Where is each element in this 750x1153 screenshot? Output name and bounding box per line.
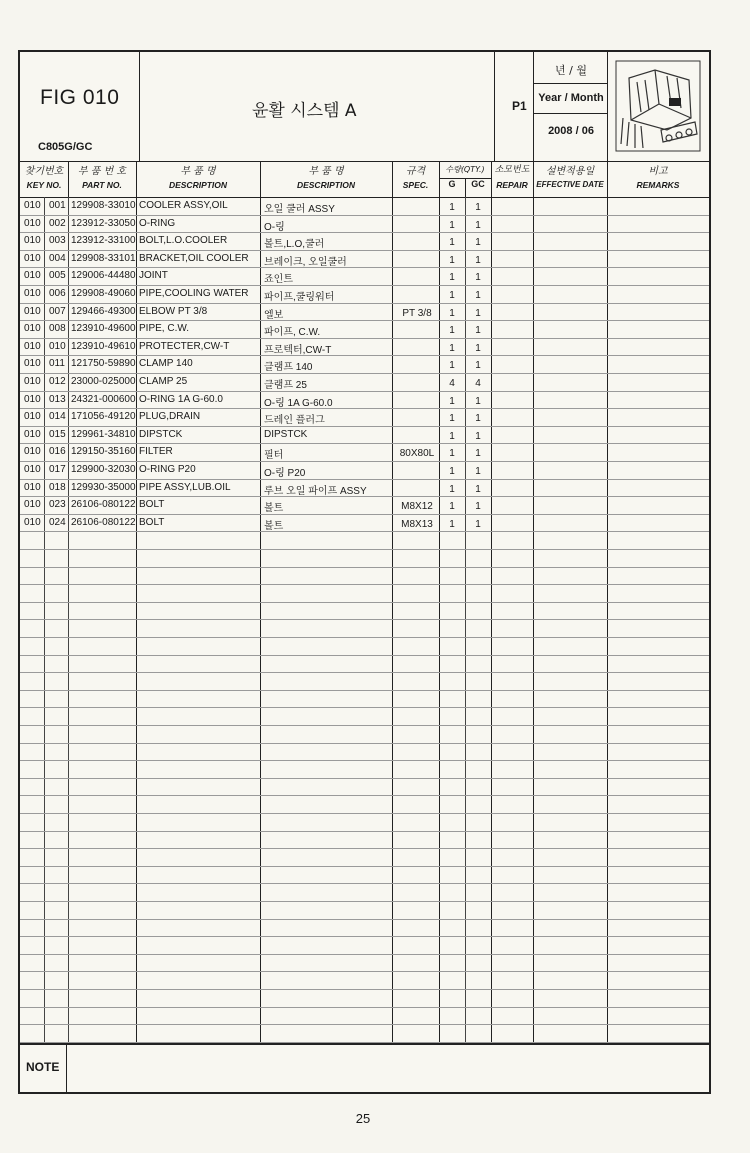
spec-cell: 80X80L <box>399 448 435 460</box>
fig-title: FIG 010 <box>40 86 120 109</box>
qty-gc-cell: 4 <box>475 378 481 389</box>
qty-gc-cell: 1 <box>475 307 481 319</box>
description-cell: BOLT,L.O.COOLER <box>139 235 228 247</box>
description-kr-cell: 프로텍터,CW-T <box>264 344 332 356</box>
key-no-cell: 005 <box>49 270 66 282</box>
key-no-cell: 018 <box>49 481 66 493</box>
table-row <box>20 250 709 268</box>
description-cell: PLUG,DRAIN <box>139 411 201 423</box>
fig-cell: 010 <box>24 288 41 299</box>
parts-list-sheet <box>18 50 711 1094</box>
fig-cell: 010 <box>24 428 41 440</box>
key-no-cell: 015 <box>49 428 66 440</box>
qty-gc-cell: 1 <box>475 518 481 530</box>
part-no-cell: 123912-33050 <box>71 217 136 229</box>
qty-gc-cell: 1 <box>475 254 481 266</box>
key-no-cell: 010 <box>49 340 66 352</box>
description-kr-cell: 죠인트 <box>264 274 293 286</box>
fig-cell: 010 <box>24 516 41 528</box>
fig-cell: 010 <box>24 235 41 247</box>
description-kr-cell: 볼트 <box>264 503 284 515</box>
repair-header-kr: 소모번도 <box>494 165 530 175</box>
qty-gc-cell: 1 <box>475 219 481 231</box>
qty-g-cell: 1 <box>449 325 455 337</box>
model-code: C805G/GC <box>38 141 93 153</box>
qty-g-cell: 1 <box>449 448 455 460</box>
fig-cell: 010 <box>24 270 41 282</box>
part-no-cell: 123910-49600 <box>71 323 136 335</box>
fig-cell: 010 <box>24 252 41 264</box>
year-month-label-en: Year / Month <box>538 92 604 104</box>
table-row <box>20 215 709 233</box>
table-row <box>20 514 709 532</box>
key-no-header-kr: 찾기번호 <box>24 166 64 177</box>
qty-gc-cell: 1 <box>475 395 481 407</box>
qty-g-cell: 1 <box>449 360 455 372</box>
qty-g-cell: 1 <box>449 307 455 319</box>
key-no-cell: 006 <box>49 288 66 299</box>
part-no-cell: 171056-49120 <box>71 411 136 423</box>
part-no-cell: 23000-025000 <box>71 376 136 387</box>
remarks-header-kr: 비고 <box>648 166 668 177</box>
table-row <box>20 479 709 497</box>
qty-g-cell: 1 <box>449 518 455 530</box>
qty-gc-cell: 1 <box>475 448 481 460</box>
part-no-cell: 129900-32030 <box>71 464 136 475</box>
description-kr-cell: DIPSTCK <box>264 428 308 440</box>
part-no-cell: 26106-080122 <box>71 499 136 511</box>
qty-gc-cell: 1 <box>475 272 481 284</box>
part-no-header-kr: 부 품 번 호 <box>77 166 127 177</box>
column-header <box>20 161 709 198</box>
qty-g-cell: 1 <box>449 272 455 284</box>
fig-cell: 010 <box>24 481 41 493</box>
qty-gc-cell: 1 <box>475 501 481 513</box>
page-code: P1 <box>512 99 527 113</box>
qty-gc-cell: 1 <box>475 290 481 301</box>
key-no-cell: 008 <box>49 323 66 335</box>
key-no-cell: 011 <box>49 358 65 370</box>
effective-date-header-kr: 설변적용일 <box>545 166 595 177</box>
key-no-cell: 007 <box>49 305 66 317</box>
part-no-cell: 129908-33010 <box>71 200 136 211</box>
table-row <box>20 285 709 303</box>
key-no-cell: 004 <box>49 252 66 264</box>
fig-cell: 010 <box>24 464 41 475</box>
description-kr-cell: O-링 <box>264 221 285 233</box>
description-cell: DIPSTCK <box>139 428 183 440</box>
spec-header-kr: 규격 <box>405 166 426 177</box>
description-cell: BOLT <box>139 516 165 528</box>
part-no-cell: 129466-49300 <box>71 305 136 317</box>
description-kr-cell: 엘보 <box>264 309 284 321</box>
qty-g-cell: 1 <box>449 413 455 425</box>
fig-cell: 010 <box>24 446 41 458</box>
part-no-cell: 129930-35000 <box>71 481 136 493</box>
fig-cell: 010 <box>24 499 41 511</box>
fig-cell: 010 <box>24 200 41 211</box>
qty-gc-header: GC <box>471 179 485 189</box>
harvester-illustration-icon <box>615 60 701 152</box>
part-no-cell: 121750-59890 <box>71 358 136 370</box>
part-no-cell: 26106-080122 <box>71 516 136 528</box>
table-row <box>20 391 709 409</box>
note-label: NOTE <box>26 1060 60 1074</box>
description-cell: O-RING P20 <box>139 464 196 475</box>
table-row <box>20 443 709 461</box>
description-kr-cell: 클램프 25 <box>264 380 307 391</box>
qty-g-cell: 1 <box>449 237 455 249</box>
description-kr-cell: 브레이크, 오일쿨러 <box>264 256 347 268</box>
description-kr-header-kr: 부 품 명 <box>308 166 344 177</box>
qty-g-cell: 4 <box>449 378 455 389</box>
key-no-cell: 012 <box>49 376 66 387</box>
part-no-header: PART NO. <box>82 180 122 190</box>
table-row <box>20 197 709 215</box>
description-cell: CLAMP 140 <box>139 358 193 370</box>
qty-g-cell: 1 <box>449 219 455 231</box>
description-cell: PROTECTER,CW-T <box>139 340 230 352</box>
description-cell: JOINT <box>139 270 168 282</box>
qty-g-header: G <box>448 179 456 189</box>
spec-cell: M8X13 <box>401 518 433 530</box>
description-kr-cell: 볼트 <box>264 520 284 532</box>
header-block <box>20 52 709 162</box>
year-month-label-kr: 년 / 월 <box>555 64 587 77</box>
qty-gc-cell: 1 <box>475 202 481 213</box>
fig-cell: 010 <box>24 393 41 405</box>
qty-g-cell: 1 <box>449 202 455 213</box>
qty-gc-cell: 1 <box>475 413 481 425</box>
table-row <box>20 338 709 356</box>
description-cell: CLAMP 25 <box>139 376 188 387</box>
qty-gc-cell: 1 <box>475 483 481 495</box>
description-kr-cell: 필터 <box>264 450 284 462</box>
key-no-cell: 003 <box>49 235 66 247</box>
effective-date-header: EFFECTIVE DATE <box>536 180 604 189</box>
part-no-cell: 24321-000600 <box>71 393 136 405</box>
description-kr-cell: 클램프 140 <box>264 362 313 374</box>
table-row <box>20 461 709 479</box>
year-month-value: 2008 / 06 <box>548 125 594 137</box>
table-row <box>20 426 709 444</box>
description-cell: COOLER ASSY,OIL <box>139 200 228 211</box>
qty-gc-cell: 1 <box>475 360 481 372</box>
fig-cell: 010 <box>24 217 41 229</box>
qty-g-cell: 1 <box>449 483 455 495</box>
description-cell: PIPE, C.W. <box>139 323 190 335</box>
qty-g-cell: 1 <box>449 430 455 442</box>
fig-cell: 010 <box>24 305 41 317</box>
part-no-cell: 129150-35160 <box>71 446 136 458</box>
description-kr-cell: 루브 오일 파이프 ASSY <box>264 485 367 497</box>
description-kr-header: DESCRIPTION <box>296 180 356 190</box>
description-cell: O-RING 1A G-60.0 <box>139 393 223 405</box>
table-row <box>20 355 709 373</box>
qty-g-cell: 1 <box>449 342 455 354</box>
fig-cell: 010 <box>24 358 41 370</box>
fig-cell: 010 <box>24 376 41 387</box>
qty-g-cell: 1 <box>449 395 455 407</box>
description-kr-cell: O-링 P20 <box>264 468 306 479</box>
description-header-kr: 부 품 명 <box>180 166 216 177</box>
key-no-cell: 016 <box>49 446 66 458</box>
part-no-cell: 129908-33101 <box>71 252 136 264</box>
description-cell: BOLT <box>139 499 165 511</box>
qty-g-cell: 1 <box>449 501 455 513</box>
part-no-cell: 123910-49610 <box>71 340 136 352</box>
table-row <box>20 373 709 391</box>
page-number: 25 <box>355 1111 371 1126</box>
qty-gc-cell: 1 <box>475 325 481 337</box>
description-cell: BRACKET,OIL COOLER <box>139 252 249 264</box>
qty-gc-cell: 1 <box>475 430 481 442</box>
table-row <box>20 320 709 338</box>
spec-header: SPEC. <box>402 180 429 190</box>
description-cell: O-RING <box>139 217 176 229</box>
qty-header-kr: 수량(QTY.) <box>445 165 485 174</box>
remarks-header: REMARKS <box>636 180 680 190</box>
spec-cell: PT 3/8 <box>402 307 432 319</box>
part-no-cell: 129006-44480 <box>71 270 136 282</box>
key-no-cell: 014 <box>49 411 66 423</box>
qty-gc-cell: 1 <box>475 466 481 477</box>
description-kr-cell: 오일 쿨러 ASSY <box>264 204 335 215</box>
description-cell: PIPE ASSY,LUB.OIL <box>139 481 231 493</box>
repair-header: REPAIR <box>496 180 528 190</box>
table-row <box>20 267 709 285</box>
qty-g-cell: 1 <box>449 290 455 301</box>
system-title: 윤활 시스템 A <box>252 101 357 121</box>
table-row <box>20 232 709 250</box>
key-no-header: KEY NO. <box>26 180 62 190</box>
qty-g-cell: 1 <box>449 254 455 266</box>
part-no-cell: 129908-49060 <box>71 288 136 299</box>
key-no-cell: 024 <box>49 516 66 528</box>
fig-cell: 010 <box>24 411 41 423</box>
description-kr-cell: 파이프,쿨링워터 <box>264 292 335 303</box>
fig-cell: 010 <box>24 340 41 352</box>
description-kr-cell: 파이프, C.W. <box>264 327 321 339</box>
description-cell: ELBOW PT 3/8 <box>139 305 208 317</box>
description-cell: FILTER <box>139 446 173 458</box>
description-cell: PIPE,COOLING WATER <box>139 288 249 299</box>
parts-table-body <box>20 197 709 1043</box>
spec-cell: M8X12 <box>401 501 433 513</box>
qty-gc-cell: 1 <box>475 342 481 354</box>
table-row <box>20 496 709 514</box>
key-no-cell: 013 <box>49 393 66 405</box>
key-no-cell: 001 <box>49 200 66 211</box>
qty-g-cell: 1 <box>449 466 455 477</box>
description-kr-cell: 볼트,L.O,쿨러 <box>264 239 325 251</box>
description-kr-cell: 드레인 플러그 <box>264 415 325 427</box>
part-no-cell: 129961-34810 <box>71 428 136 440</box>
table-row <box>20 303 709 321</box>
part-no-cell: 123912-33100 <box>71 235 136 247</box>
note-section <box>20 1043 709 1094</box>
key-no-cell: 002 <box>49 217 66 229</box>
qty-gc-cell: 1 <box>475 237 481 249</box>
table-row <box>20 408 709 426</box>
description-header: DESCRIPTION <box>168 180 228 190</box>
key-no-cell: 023 <box>49 499 66 511</box>
key-no-cell: 017 <box>49 464 66 475</box>
fig-cell: 010 <box>24 323 41 335</box>
description-kr-cell: O-링 1A G-60.0 <box>264 397 333 409</box>
